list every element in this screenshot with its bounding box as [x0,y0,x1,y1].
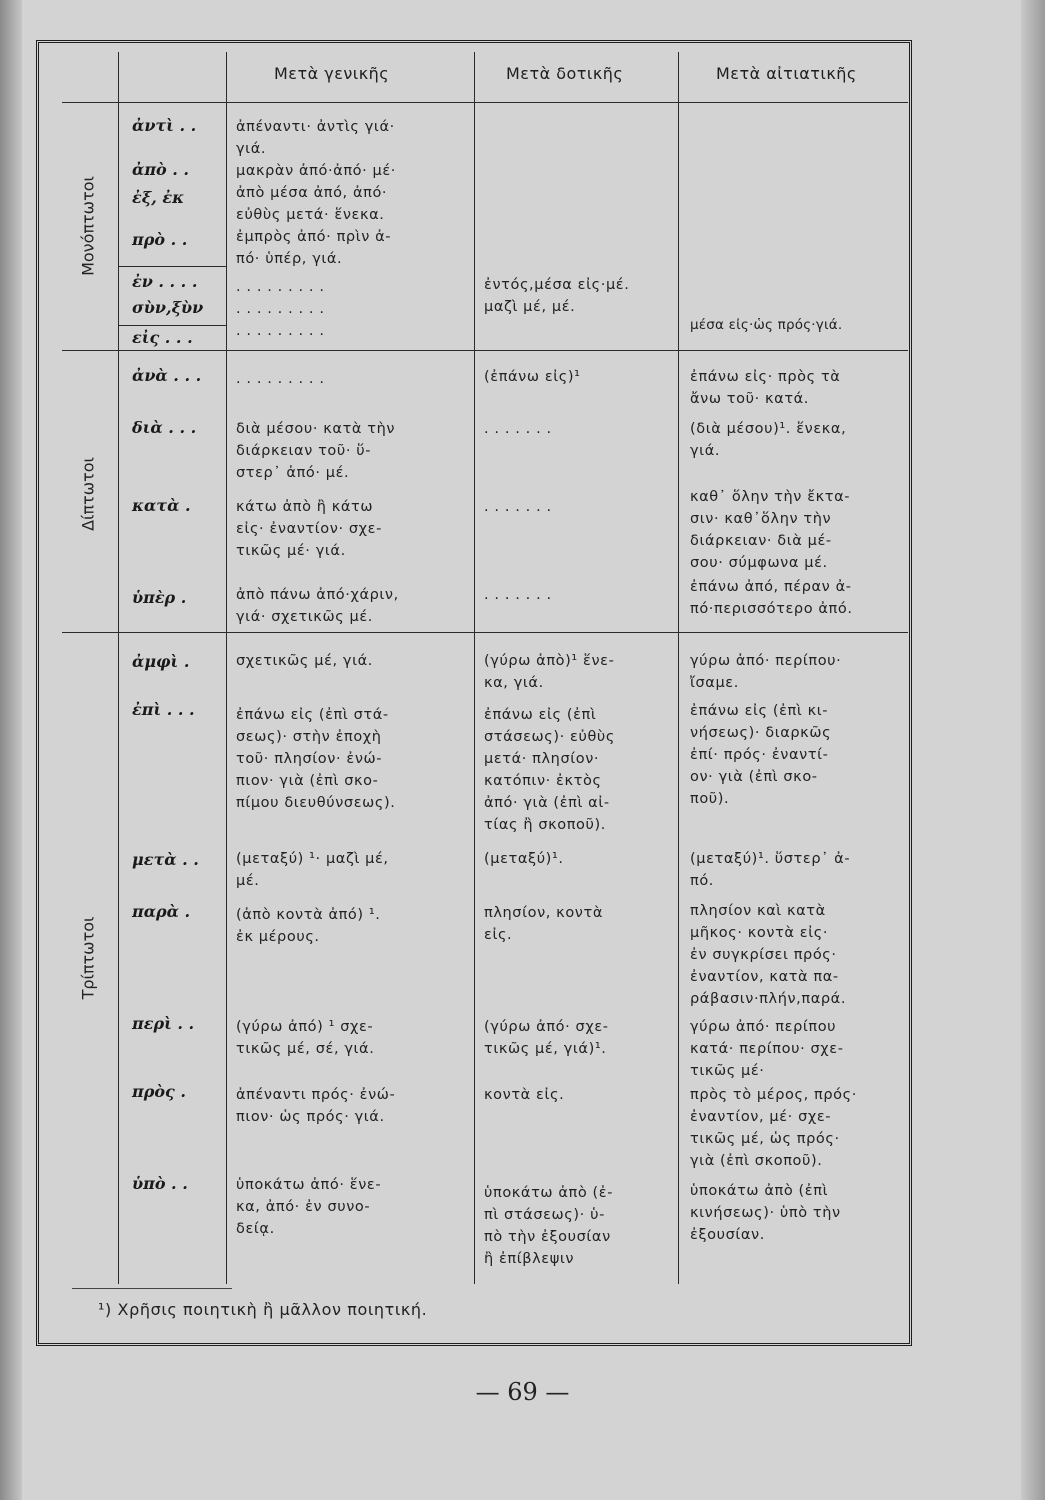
gen-cell-epi: ἐπάνω εἰς (ἐπὶ στά- σεως)· στὴν ἐποχὴ τοῦ· πλησίον· ἐνώ- πιον· γιὰ (ἐπὶ σκο- πίμου διευθύνσεως). [236,707,396,811]
gen-cell-pros: ἀπέναντι πρός· ἐνώ- πιον· ὡς πρός· γιά. [236,1087,396,1125]
acc-cell-hyper: ἐπάνω ἀπό, πέραν ἀ- πό·περισσότερο ἀπό. [690,579,853,617]
acc-cell-pros: πρὸς τὸ μέρος, πρός· ἐναντίον, μέ· σχε- τικῶς μέ, ὡς πρός· γιὰ (ἐπὶ σκοποῦ). [690,1087,857,1169]
gen-cell-meta: (μεταξύ) ¹· μαζὶ μέ, μέ. [236,851,389,889]
prep-ana: ἀνὰ . . . [132,366,202,385]
header-genitive: Μετὰ γενικῆς [274,64,390,83]
dat-cell-hyper: . . . . . . . [484,587,552,603]
dat-cell-dia: . . . . . . . [484,421,552,437]
header-rule [62,102,908,103]
acc-cell-kata: καθ᾽ ὅλην τὴν ἔκτα- σιν· καθ᾽ὅλην τὴν διάρκειαν· διὰ μέ- σου· σύμφωνα μέ. [690,489,851,571]
sub-rule-en [118,266,226,267]
divider-dative-column [678,52,679,1284]
gen-cell-en: . . . . . . . . . [236,279,325,295]
prep-hyper: ὑπὲρ . [132,588,187,607]
gen-cell-syn: . . . . . . . . . [236,301,325,317]
prep-eis: εἰς . . . [132,328,193,347]
gen-cell-monoptotoi: ἀπέναντι· ἀντὶς γιά· γιά. μακρὰν ἀπό·ἀπό· μέ· ἀπὸ μέσα ἀπό, ἀπό· εὐθὺς μετά· ἕνεκα. ἐμπρὸς ἀπό· πρὶν ἀ- πό· ὑπέρ, γιά. [236,119,397,267]
prep-amphi: ἀμφὶ . [132,652,190,671]
divider-preposition-column [226,52,227,1284]
dat-cell-en: ἐντός,μέσα εἰς·μέ. [484,277,630,293]
acc-cell-dia: (διὰ μέσου)¹. ἕνεκα, γιά. [690,421,847,459]
book-spine-shadow [0,0,22,1500]
group-label-diptotoi: Δίπτωτοι [78,457,98,531]
dat-cell-kata: . . . . . . . [484,499,552,515]
divider-group-column [118,52,119,1284]
footnote: ¹) Χρῆσις ποιητικὴ ἢ μᾶλλον ποιητική. [98,1300,428,1319]
gen-cell-peri: (γύρω ἀπό) ¹ σχε- τικῶς μέ, σέ, γιά. [236,1019,375,1057]
gen-cell-ana: . . . . . . . . . [236,371,325,387]
acc-cell-para: πλησίον καὶ κατὰ μῆκος· κοντὰ εἰς· ἐν συγκρίσει πρός· ἐναντίον, κατὰ πα- ράβασιν·πλήν,παρά. [690,903,847,1007]
dat-cell-epi: ἐπάνω εἰς (ἐπὶ στάσεως)· εὐθὺς μετά· πλησίον· κατόπιν· ἐκτὸς ἀπό· γιὰ (ἐπὶ αἰ- τίας ἢ σκοποῦ). [484,707,616,833]
header-dative: Μετὰ δοτικῆς [506,64,624,83]
monoptotoi-rule [62,350,908,351]
acc-cell-peri: γύρω ἀπό· περίπου κατά· περίπου· σχε- τικῶς μέ· [690,1019,844,1079]
divider-genitive-column [474,52,475,1284]
sub-rule-eis [118,325,226,326]
prep-meta: μετὰ . . [132,850,199,869]
gen-cell-para: (ἀπὸ κοντὰ ἀπό) ¹. ἐκ μέρους. [236,907,381,945]
dat-cell-syn: μαζὶ μέ, μέ. [484,299,576,315]
prep-dia: διὰ . . . [132,418,197,437]
gen-cell-kata: κάτω ἀπὸ ἢ κάτω εἰς· ἐναντίον· σχε- τικῶς μέ· γιά. [236,499,382,559]
prep-apo: ἀπὸ . . [132,160,189,179]
gen-cell-amphi: σχετικῶς μέ, γιά. [236,653,373,669]
gen-cell-hyper: ἀπὸ πάνω ἀπό·χάριν, γιά· σχετικῶς μέ. [236,587,399,625]
gen-cell-dia: διὰ μέσου· κατὰ τὴν διάρκειαν τοῦ· ὕ- στερ᾽ ἀπό· μέ. [236,421,396,481]
diptotoi-rule [62,632,908,633]
prep-peri: περὶ . . [132,1014,195,1033]
acc-cell-hypo: ὑποκάτω ἀπὸ (ἐπὶ κινήσεως)· ὑπὸ τὴν ἐξουσίαν. [690,1183,841,1243]
acc-cell-epi: ἐπάνω εἰς (ἐπὶ κι- νήσεως)· διαρκῶς ἐπί· πρός· ἐναντί- ον· γιὰ (ἐπὶ σκο- ποῦ). [690,703,832,807]
prep-hypo: ὑπὸ . . [132,1174,188,1193]
page-edge-shadow [1021,0,1045,1500]
dat-cell-amphi: (γύρω ἀπὸ)¹ ἕνε- κα, γιά. [484,653,615,691]
dat-cell-hypo: ὑποκάτω ἀπὸ (ἐ- πὶ στάσεως)· ὑ- πὸ τὴν ἐξουσίαν ἢ ἐπίβλεψιν [484,1185,614,1267]
prep-ex: ἐξ, ἐκ [132,188,185,207]
group-label-triptotoi: Τρίπτωτοι [78,916,98,1000]
group-label-monoptotoi: Μονόπτωτοι [78,176,98,276]
acc-cell-ana: ἐπάνω εἰς· πρὸς τὰ ἄνω τοῦ· κατά. [690,369,841,407]
prep-anti: ἀντὶ . . [132,116,197,135]
prep-en: ἐν . . . . [132,272,198,291]
prep-syn: σὺν,ξὺν [132,298,204,317]
prep-para: παρὰ . [132,902,191,921]
acc-cell-eis: μέσα εἰς·ὡς πρός·γιά. [690,317,843,333]
gen-cell-eis: . . . . . . . . . [236,323,325,339]
acc-cell-amphi: γύρω ἀπό· περίπου· ἴσαμε. [690,653,842,691]
prep-epi: ἐπὶ . . . [132,700,195,719]
dat-cell-meta: (μεταξύ)¹. [484,851,564,867]
header-accusative: Μετὰ αἰτιατικῆς [716,64,857,83]
dat-cell-pros: κοντὰ εἰς. [484,1087,565,1103]
gen-cell-hypo: ὑποκάτω ἀπό· ἕνε- κα, ἀπό· ἐν συνο- δείᾳ. [236,1177,382,1237]
acc-cell-meta: (μεταξύ)¹. ὕστερ᾽ ἀ- πό. [690,851,851,889]
page-number: — 69 — [475,1378,570,1406]
prep-kata: κατὰ . [132,496,191,515]
dat-cell-ana: (ἐπάνω εἰς)¹ [484,369,581,385]
dat-cell-para: πλησίον, κοντὰ εἰς. [484,905,603,943]
prep-pro: πρὸ . . [132,230,188,249]
footnote-rule [72,1288,232,1289]
prep-pros: πρὸς . [132,1082,186,1101]
dat-cell-peri: (γύρω ἀπό· σχε- τικῶς μέ, γιά)¹. [484,1019,609,1057]
